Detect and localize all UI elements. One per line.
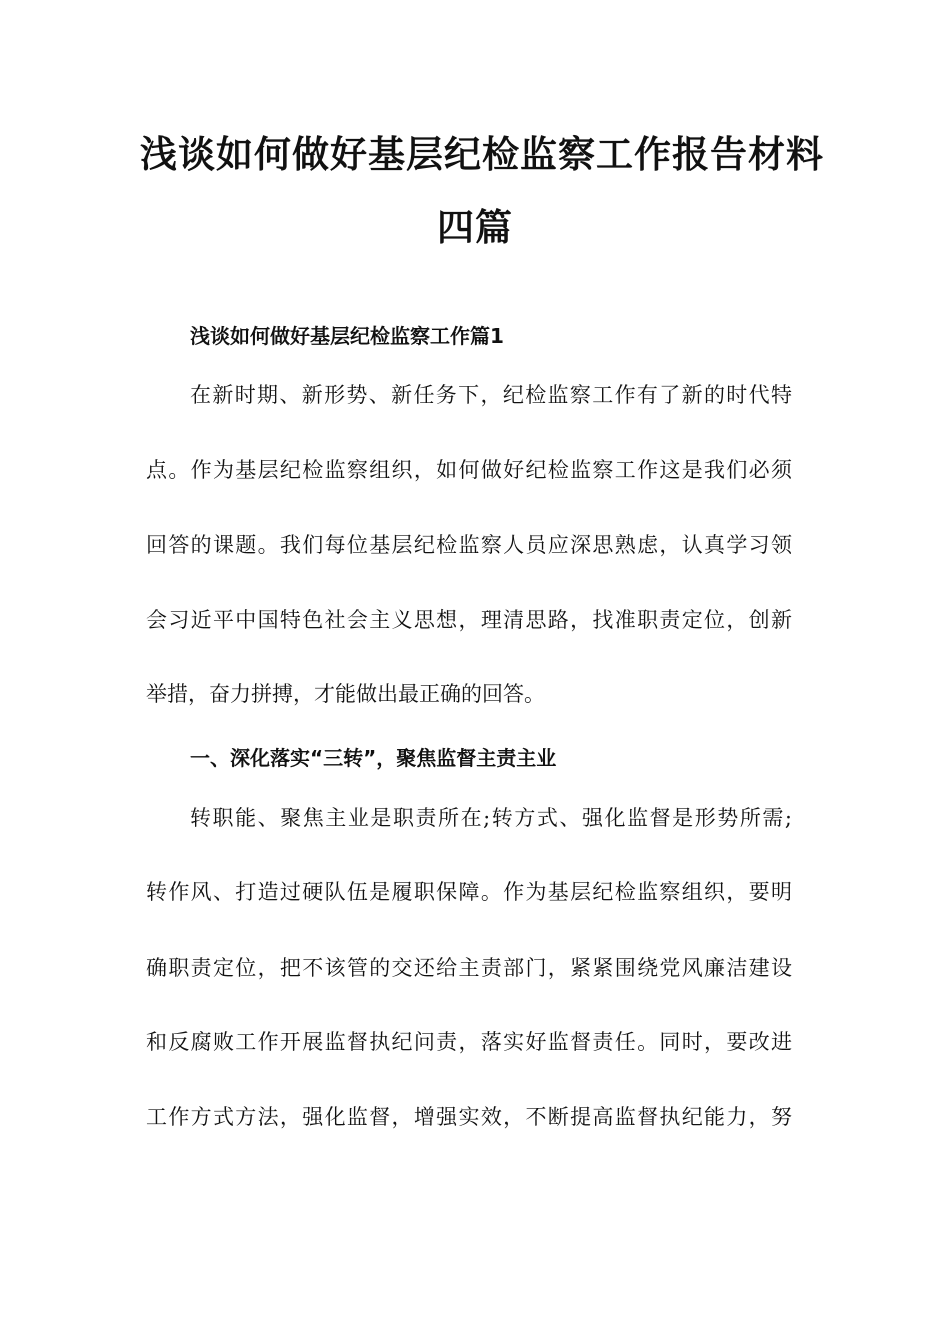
paragraph-2-line-4: 和反腐败工作开展监督执纪问责，落实好监督责任。同时，要改进 (146, 1030, 792, 1054)
paragraph-2-line-5: 工作方式方法，强化监督，增强实效，不断提高监督执纪能力，努 (146, 1105, 792, 1129)
paragraph-2-line-3: 确职责定位，把不该管的交还给主责部门，紧紧围绕党风廉洁建设 (146, 956, 792, 980)
document-title-line-1: 浅谈如何做好基层纪检监察工作报告材料 (140, 133, 824, 176)
paragraph-1-line-5: 举措，奋力拼搏，才能做出最正确的回答。 (146, 682, 545, 706)
document-title-line-2: 四篇 (437, 206, 513, 249)
section-heading: 浅谈如何做好基层纪检监察工作篇1 (190, 324, 504, 348)
subheading-1: 一、深化落实“三转”，聚焦监督主责主业 (190, 746, 557, 770)
paragraph-1-line-1: 在新时期、新形势、新任务下，纪检监察工作有了新的时代特 (190, 383, 792, 407)
paragraph-1-line-4: 会习近平中国特色社会主义思想，理清思路，找准职责定位，创新 (146, 608, 792, 632)
paragraph-2-line-1: 转职能、聚焦主业是职责所在;转方式、强化监督是形势所需; (190, 806, 792, 830)
paragraph-2-line-2: 转作风、打造过硬队伍是履职保障。作为基层纪检监察组织，要明 (146, 880, 792, 904)
paragraph-1-line-2: 点。作为基层纪检监察组织，如何做好纪检监察工作这是我们必须 (146, 458, 792, 482)
paragraph-1-line-3: 回答的课题。我们每位基层纪检监察人员应深思熟虑，认真学习领 (146, 533, 792, 557)
